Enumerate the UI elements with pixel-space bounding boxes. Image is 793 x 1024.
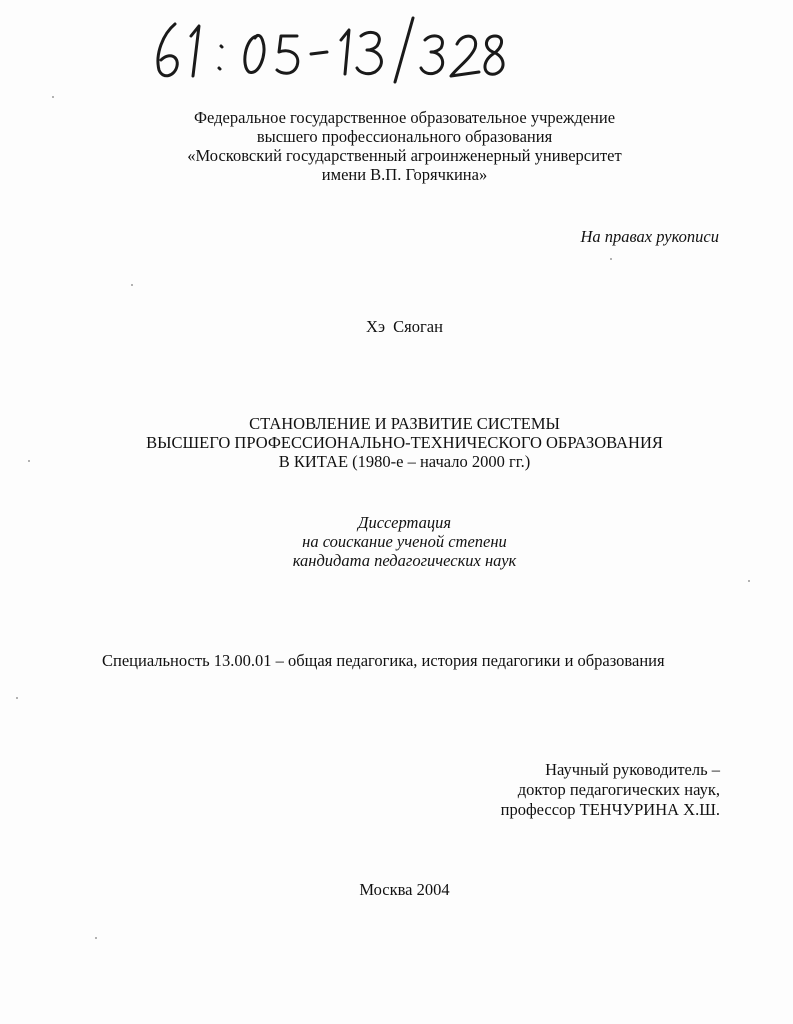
scan-speck	[610, 258, 612, 260]
institution-header	[8, 108, 793, 184]
scan-speck	[131, 284, 133, 286]
title-line-1: СТАНОВЛЕНИЕ И РАЗВИТИЕ СИСТЕМЫ	[249, 414, 560, 433]
dissertation-title	[8, 414, 793, 471]
advisor-line-1: Научный руководитель –	[545, 760, 720, 779]
institution-line-2: высшего профессионального образования	[256, 127, 553, 146]
scan-speck	[95, 937, 97, 939]
work-type-line-1: Диссертация	[357, 513, 452, 532]
advisor-line-2: доктор педагогических наук,	[517, 780, 720, 799]
institution-line-4: имени В.П. Горячкина»	[321, 165, 488, 184]
author-name: Хэ Сяоган	[366, 317, 443, 336]
institution-line-3: «Московский государственный агроинженерный университет	[187, 146, 622, 165]
work-type-line-3: кандидата педагогических наук	[292, 551, 517, 570]
scientific-advisor	[501, 760, 720, 820]
advisor-line-3: профессор ТЕНЧУРИНА Х.Ш.	[500, 800, 720, 819]
scan-speck	[28, 460, 30, 462]
speciality-line: Специальность 13.00.01 – общая педагогика, история педагогики и образования	[102, 651, 665, 670]
city-year: Москва 2004	[359, 880, 450, 899]
work-type-line-2: на соискание ученой степени	[302, 532, 507, 551]
scan-speck	[52, 96, 54, 98]
institution-line-1: Федеральное государственное образовательное учреждение	[193, 108, 616, 127]
handwritten-code-drawing	[145, 14, 515, 84]
title-line-2: ВЫСШЕГО ПРОФЕССИОНАЛЬНО-ТЕХНИЧЕСКОГО ОБРАЗОВАНИЯ	[146, 433, 663, 452]
handwritten-archive-code	[145, 14, 515, 84]
scan-speck	[16, 697, 18, 699]
work-type	[8, 513, 793, 570]
rights-note: На правах рукописи	[580, 227, 719, 246]
title-line-3: В КИТАЕ (1980-е – начало 2000 гг.)	[278, 452, 531, 471]
scan-speck	[748, 580, 750, 582]
